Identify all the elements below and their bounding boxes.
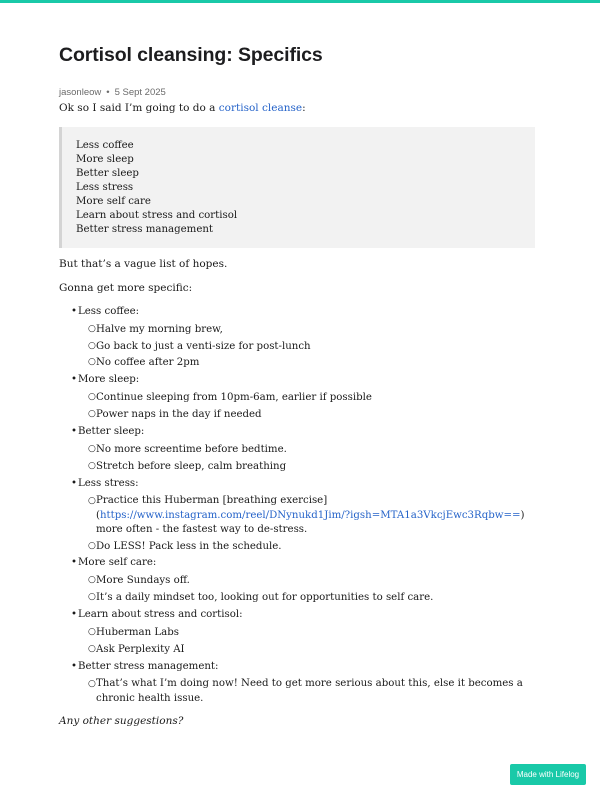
- list-item-label: Better stress management:: [78, 661, 219, 672]
- cortisol-cleanse-link[interactable]: cortisol cleanse: [218, 102, 303, 114]
- bullet-disc: •: [71, 478, 78, 489]
- sub-item-text: Stretch before sleep, calm breathing: [96, 461, 287, 472]
- blockquote: [59, 127, 535, 248]
- sub-item-text: No more screentime before bedtime.: [96, 444, 287, 455]
- bullet-circle: ○: [88, 392, 96, 402]
- sub-item-text: [96, 494, 538, 538]
- quote-line: More sleep: [76, 154, 134, 165]
- sub-item-text: Continue sleeping from 10pm-6am, earlier if possible: [96, 392, 372, 403]
- bullet-circle: ○: [88, 627, 96, 637]
- quote-line: Less coffee: [76, 140, 134, 151]
- bullet-circle: ○: [88, 541, 96, 551]
- quote-line: Less stress: [76, 182, 134, 193]
- bullet-circle: ○: [88, 592, 96, 602]
- sub-item-text: That’s what I’m doing now! Need to get more serious about this, else it becomes a chronic health issue.: [96, 678, 523, 704]
- bullet-circle: ○: [88, 461, 96, 471]
- sub-item-text: No coffee after 2pm: [96, 357, 200, 368]
- top-accent-bar: [0, 0, 600, 3]
- quote-line: Better sleep: [76, 168, 139, 179]
- made-with-lifelog-badge[interactable]: Made with Lifelog: [510, 764, 586, 785]
- intro-paragraph: [59, 102, 306, 114]
- quote-line: Learn about stress and cortisol: [76, 210, 238, 221]
- sub-item-text: Halve my morning brew,: [96, 324, 223, 335]
- paragraph-vague: But that’s a vague list of hopes.: [59, 258, 228, 270]
- closing-question: Any other suggestions?: [59, 715, 184, 727]
- bullet-circle: ○: [88, 444, 96, 454]
- list-item-label: Less stress:: [78, 478, 139, 489]
- intro-colon: :: [302, 102, 306, 114]
- paragraph-specific: Gonna get more specific:: [59, 282, 193, 294]
- quote-line: More self care: [76, 196, 151, 207]
- page-title: Cortisol cleansing: Specifics: [59, 44, 323, 66]
- list-item-label: Better sleep:: [78, 426, 145, 437]
- bullet-circle: ○: [88, 679, 96, 689]
- bullet-disc: •: [71, 374, 78, 385]
- bullet-circle: ○: [88, 575, 96, 585]
- sub-item-text: Huberman Labs: [96, 627, 179, 638]
- post-meta: [59, 87, 166, 98]
- bullet-circle: ○: [88, 644, 96, 654]
- bullet-circle: ○: [88, 409, 96, 419]
- bullet-disc: •: [71, 306, 78, 317]
- huberman-suffix: ) more often - the fastest way to de-stress.: [96, 509, 525, 535]
- bullet-circle: ○: [88, 357, 96, 367]
- intro-text: Ok so I said I’m going to do a: [59, 102, 219, 114]
- sub-item-text: Power naps in the day if needed: [96, 409, 262, 420]
- sub-item-text: Do LESS! Pack less in the schedule.: [96, 541, 282, 552]
- bullet-disc: •: [71, 426, 78, 437]
- list-item-label: Learn about stress and cortisol:: [78, 609, 243, 620]
- bullet-disc: •: [71, 609, 78, 620]
- huberman-prefix: Practice this Huberman [breathing exercise] (: [96, 495, 328, 521]
- bullet-disc: •: [71, 661, 78, 672]
- bullet-circle: ○: [88, 341, 96, 351]
- bullet-circle: ○: [88, 324, 96, 334]
- bullet-circle: ○: [88, 496, 96, 506]
- sub-item-text: More Sundays off.: [96, 575, 190, 586]
- meta-separator: •: [106, 87, 110, 98]
- sub-item-text: It’s a daily mindset too, looking out for opportunities to self care.: [96, 592, 434, 603]
- sub-item-text: Go back to just a venti-size for post-lunch: [96, 341, 311, 352]
- sub-item-text: Ask Perplexity AI: [96, 644, 185, 655]
- list-item-label: Less coffee:: [78, 306, 140, 317]
- author-name[interactable]: jasonleow: [59, 87, 102, 98]
- instagram-reel-link[interactable]: https://www.instagram.com/reel/DNynukd1Jim/?igsh=MTA1a3VkcjEwc3Rqbw==: [99, 509, 521, 521]
- list-item-label: More sleep:: [78, 374, 140, 385]
- post-date: 5 Sept 2025: [114, 87, 166, 98]
- bullet-disc: •: [71, 557, 78, 568]
- list-item-label: More self care:: [78, 557, 157, 568]
- quote-line: Better stress management: [76, 224, 214, 235]
